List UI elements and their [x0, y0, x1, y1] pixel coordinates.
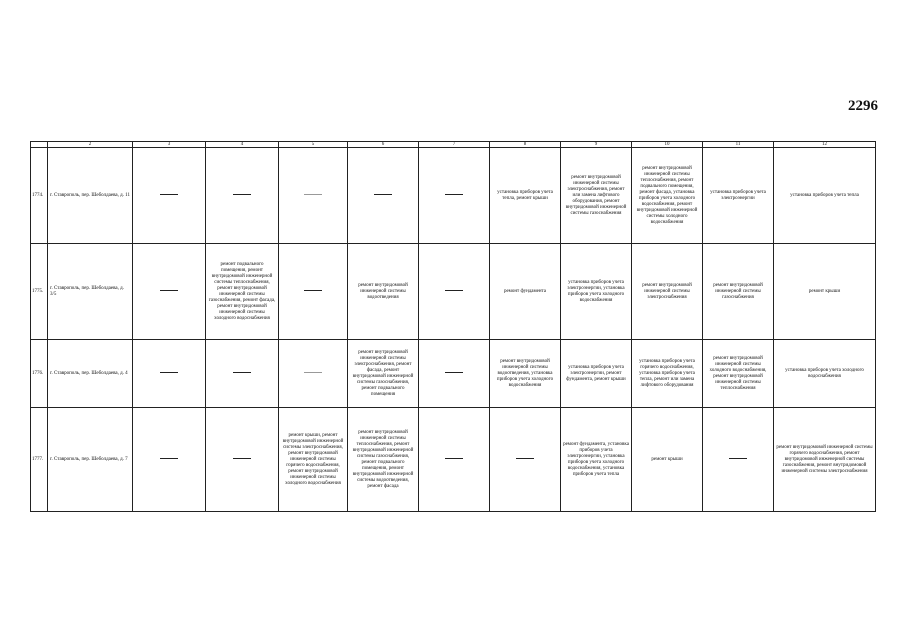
work-cell: установка приборов учета холодного водоснабжения — [774, 340, 876, 408]
table-row — [31, 408, 876, 512]
work-cell: ремонт крыши — [774, 244, 876, 340]
work-cell: ремонт фундамента — [490, 244, 561, 340]
column-number: 7 — [419, 142, 490, 148]
dash-mark — [516, 458, 534, 459]
work-cell: ремонт внутридомовой инженерной системы электроснабжения, ремонт фасада, ремонт внутридомовой инженерной системы газоснабжения, ремонт подвального помещения — [348, 340, 419, 408]
table-row — [31, 244, 876, 340]
page-number: 2296 — [848, 98, 878, 114]
dash-mark — [445, 458, 463, 459]
column-number: 2 — [48, 142, 133, 148]
empty-cell — [490, 408, 561, 512]
column-number: 9 — [561, 142, 632, 148]
work-cell: установка приборов учета горячего водоснабжения, установка приборов учета тепла, ремонт или замена лифтового оборудования — [632, 340, 703, 408]
work-cell: ремонт подвального помещения, ремонт внутридомовой инженерной системы теплоснабжения, ремонт внутридомовой инженерной системы газоснабжения, ремонт фасада, ремонт внутридомовой инженерной системы холодного водоснабжения — [206, 244, 279, 340]
dash-mark — [160, 194, 178, 195]
row-number: 1775. — [31, 244, 48, 340]
column-number: 8 — [490, 142, 561, 148]
column-number: 11 — [703, 142, 774, 148]
dash-mark — [233, 194, 251, 195]
work-cell: ремонт внутридомовой инженерной системы горячего водоснабжения, ремонт внутридомовой инженерной системы газоснабжения, ремонт внутридомовой инженерной системы электроснабжения — [774, 408, 876, 512]
work-cell: ремонт внутридомовой инженерной системы холодного водоснабжения, ремонт внутридомовой инженерной системы теплоснабжения — [703, 340, 774, 408]
dash-mark — [233, 372, 251, 373]
dash-mark — [445, 194, 463, 195]
empty-cell — [133, 244, 206, 340]
empty-cell — [419, 148, 490, 244]
dash-mark — [374, 194, 392, 195]
column-number: 10 — [632, 142, 703, 148]
work-cell: установка приборов учета электроэнергии, установка приборов учета холодного водоснабжения — [561, 244, 632, 340]
work-cell: установка приборов учета электроэнергии, ремонт фундамента, ремонт крыши — [561, 340, 632, 408]
work-cell: установка приборов учета тепла — [774, 148, 876, 244]
dash-mark — [233, 458, 251, 459]
column-number: 6 — [348, 142, 419, 148]
dash-mark — [160, 290, 178, 291]
empty-cell — [348, 148, 419, 244]
dash-mark — [304, 194, 322, 195]
work-cell: ремонт внутридомовой инженерной системы водоотведения — [348, 244, 419, 340]
dash-mark — [304, 372, 322, 373]
empty-cell — [133, 148, 206, 244]
row-address: г. Ставрополь, пер. Шеболдаева, д. 7 — [48, 408, 133, 512]
work-cell: ремонт крыши — [632, 408, 703, 512]
column-number: 3 — [133, 142, 206, 148]
empty-cell — [419, 408, 490, 512]
row-address: г. Ставрополь, пер. Шеболдаева, д. 4 — [48, 340, 133, 408]
dash-mark — [160, 458, 178, 459]
dash-mark — [160, 372, 178, 373]
empty-cell — [133, 408, 206, 512]
work-cell: ремонт крыши, ремонт внутридомовой инженерной системы электроснабжения, ремонт внутридомовой инженерной системы горячего водоснабжения, ремонт внутридомовой инженерной системы холодного водоснабжения — [279, 408, 348, 512]
empty-cell — [206, 408, 279, 512]
work-cell: установка приборов учета электроэнергии — [703, 148, 774, 244]
empty-cell — [703, 408, 774, 512]
dash-mark — [729, 458, 747, 459]
row-number: 1776. — [31, 340, 48, 408]
empty-cell — [279, 244, 348, 340]
empty-cell — [419, 244, 490, 340]
capital-repair-table — [30, 141, 876, 512]
column-number: 5 — [279, 142, 348, 148]
dash-mark — [445, 290, 463, 291]
column-number: 4 — [206, 142, 279, 148]
row-address: г. Ставрополь, пер. Шеболдаева, д. 11 — [48, 148, 133, 244]
column-number: 12 — [774, 142, 876, 148]
empty-cell — [279, 340, 348, 408]
work-cell: ремонт фундамента, установка приборов учета электроэнергии, установка приборов учета холодного водоснабжения, установка приборов учета тепла — [561, 408, 632, 512]
work-cell: установка приборов учета тепла, ремонт крыши — [490, 148, 561, 244]
work-cell: ремонт внутридомовой инженерной системы теплоснабжения, ремонт внутридомовой инженерной системы газоснабжения, ремонт подвального помещения, ремонт внутридомовой инженерной системы водоотведения, ремонт фасада — [348, 408, 419, 512]
row-address: г. Ставрополь, пер. Шеболдаева, д. 3/5 — [48, 244, 133, 340]
empty-cell — [206, 148, 279, 244]
empty-cell — [279, 148, 348, 244]
table-row — [31, 148, 876, 244]
work-cell: ремонт внутридомовой инженерной системы электроснабжения, ремонт или замена лифтового оборудования, ремонт внутридомовой инженерной системы газоснабжения — [561, 148, 632, 244]
dash-mark — [445, 372, 463, 373]
row-number: 1774. — [31, 148, 48, 244]
table-row — [31, 340, 876, 408]
row-number: 1777. — [31, 408, 48, 512]
dash-mark — [304, 290, 322, 291]
work-cell: ремонт внутридомовой инженерной системы теплоснабжения, ремонт подвального помещения, ремонт фасада, установка приборов учета холодного водоснабжения, ремонт внутридомовой инженерной системы холодного водоснабжения — [632, 148, 703, 244]
work-cell: ремонт внутридомовой инженерной системы водоотведения, установка приборов учета холодного водоснабжения — [490, 340, 561, 408]
empty-cell — [133, 340, 206, 408]
empty-cell — [206, 340, 279, 408]
empty-cell — [419, 340, 490, 408]
work-cell: ремонт внутридомовой инженерной системы электроснабжения — [632, 244, 703, 340]
work-cell: ремонт внутридомовой инженерной системы газоснабжения — [703, 244, 774, 340]
